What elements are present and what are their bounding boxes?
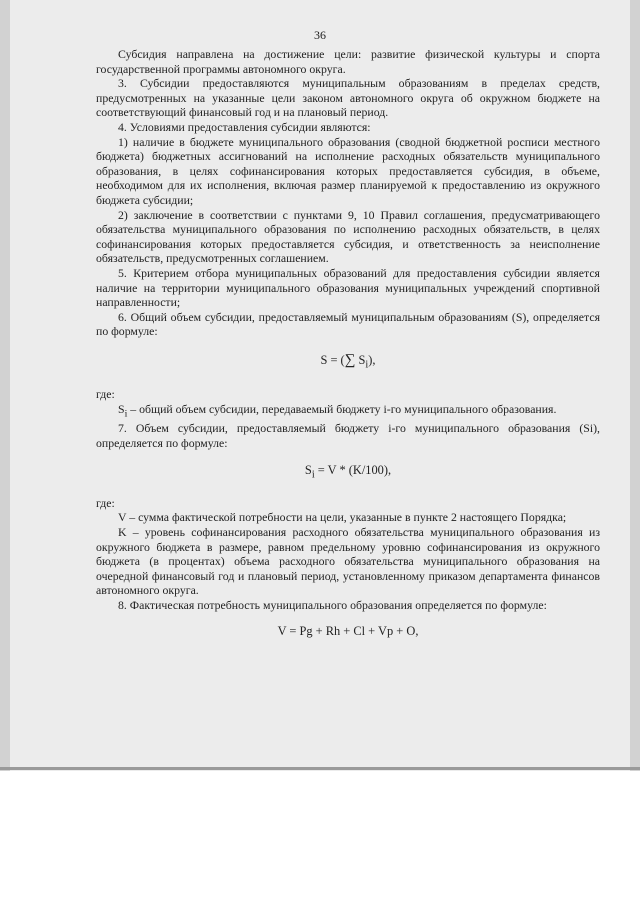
paragraph-goal: Субсидия направлена на достижение цели: развитие физической культуры и спорта государственной программы автономного округа. bbox=[96, 47, 600, 76]
paragraph-4-1: 1) наличие в бюджете муниципального образования (сводной бюджетной росписи местного бюджета) бюджетных ассигнований на исполнение расходных обязательств муниципального образования, в целях софинансирования которых предоставляется субсидия, в объеме, необходимом для их исполнения, включая размер планируемой к предоставлению из окружного бюджета субсидии; bbox=[96, 134, 600, 207]
scan-edge-right bbox=[630, 0, 640, 771]
definition-k: K – уровень софинансирования расходного обязательства муниципального образования из окружного бюджета в размере, равном предельному уровню софинансирования из окружного бюджета (в процентах) объема расходного обязательства муниципального образования на очередной финансовый год и плановый период, установленному приказом департамента финансов автономного округа. bbox=[96, 524, 600, 598]
paragraph-6: 6. Общий объем субсидии, предоставляемый муниципальным образованиям (S), определяется по формуле: bbox=[96, 309, 600, 339]
paragraph-3: 3. Субсидии предоставляются муниципальным образованиям в пределах средств, предусмотренных на указанные цели законом автономного округа об окружном бюджете на соответствующий финансовый год и на плановый период. bbox=[96, 76, 600, 120]
page-bottom-rule bbox=[0, 767, 640, 770]
paragraph-7: 7. Объем субсидии, предоставляемый бюджету i-го муниципального образования (Si), определяется по формуле: bbox=[96, 421, 600, 451]
formula-v: V = Pg + Rh + Cl + Vp + O, bbox=[277, 624, 419, 639]
paragraph-5: 5. Критерием отбора муниципальных образований для предоставления субсидии является наличие на территории муниципального образования муниципальных учреждений спортивной направленности; bbox=[96, 265, 600, 310]
where-label-2: где: bbox=[96, 495, 115, 510]
document-body bbox=[96, 47, 600, 652]
paragraph-4: 4. Условиями предоставления субсидии являются: bbox=[118, 119, 371, 134]
definition-v: V – сумма фактической потребности на цели, указанные в пункте 2 настоящего Порядка; bbox=[118, 510, 567, 525]
scan-edge-left bbox=[0, 0, 10, 771]
where-label-1: где: bbox=[96, 386, 115, 401]
paragraph-4-2: 2) заключение в соответствии с пунктами 9, 10 Правил соглашения, предусматривающего обязательства муниципального образования по исполнению расходных обязательств, в целях софинансирования которых предоставляется субсидия, и ответственность за неисполнение обязательств, предусмотренных соглашением. bbox=[96, 207, 600, 266]
definition-si: $S_i$ – общий объем субсидии, передаваемый бюджету i-го муниципального образования. bbox=[118, 401, 557, 419]
formula-total-subsidy: S = (∑ $S_i$), bbox=[320, 351, 376, 371]
formula-si: $S_i = V * (K/100)$, bbox=[304, 462, 392, 481]
paragraph-8: 8. Фактическая потребность муниципального образования определяется по формуле: bbox=[118, 597, 547, 612]
page-number: 36 bbox=[314, 28, 326, 42]
